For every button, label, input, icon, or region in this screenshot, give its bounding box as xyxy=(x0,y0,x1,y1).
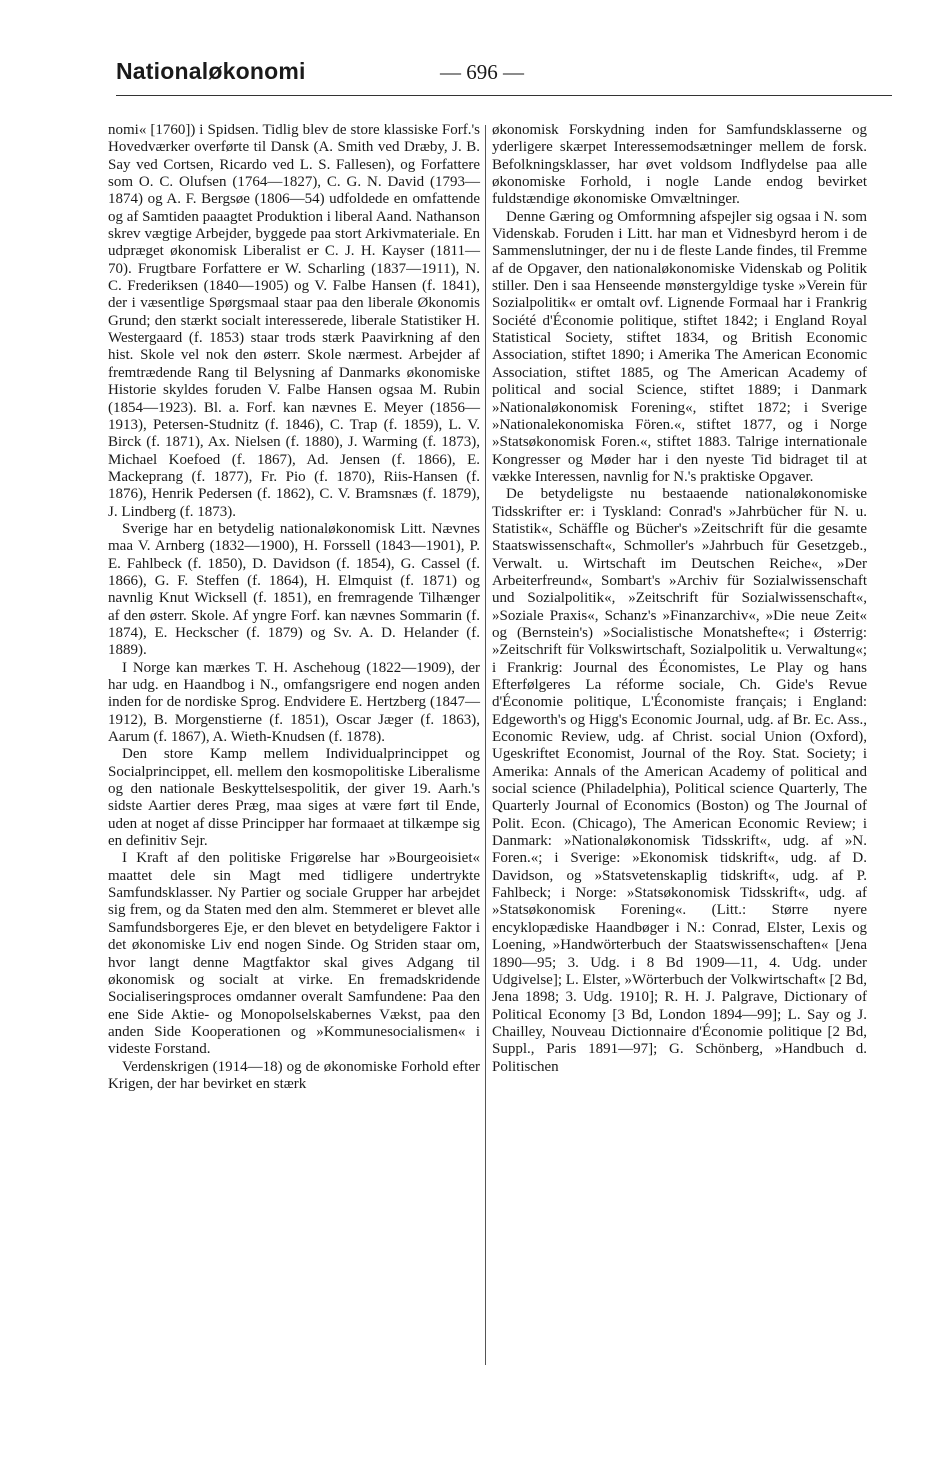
paragraph: nomi« [1760]) i Spidsen. Tidlig blev de store klassiske Forf.'s Hovedværker overførte til Dansk (A. Smith ved Dræby, J. B. Say ved Cortsen, Ricardo ved L. S. Fallesen), og Forfattere som O. C. Olufsen (1764—1827), C. G. N. David (1793—1874) og A. F. Bergsøe (1806—54) udfoldede en omfattende og af Samtiden paaagtet Produktion i liberal Aand. Nathanson skrev vægtige Arbejder, byggede paa stort Arkivmateriale. En udpræget økonomisk Liberalist er C. J. H. Kayser (1811—70). Frugtbare Forfattere er W. Scharling (1837—1911), N. C. Frederiksen (1840—1905) og V. Falbe Hansen (f. 1841), der i væsentlige Spørgsmaal staar paa den liberale Økonomis Grund; den stærkt socialt interesserede, liberale Statistiker H. Westergaard (f. 1853) staar trods stærk Paavirkning af den hist. Skole vel nok den østerr. Skole nærmest. Arbejder af fremtrædende Rang til Belysning af Danmarks økonomiske Historie skyldes foruden V. Falbe Hansen ogsaa M. Rubin (1854—1923). Bl. a. Forf. kan nævnes E. Meyer (1856—1913), Petersen-Studnitz (f. 1846), C. Trap (f. 1859), L. V. Birck (f. 1871), Ax. Nielsen (f. 1880), J. Warming (f. 1873), Michael Koefoed (f. 1867), Ad. Jensen (f. 1866), E. Mackeprang (f. 1877), Fr. Pio (f. 1870), Riis-Hansen (f. 1876), Henrik Pedersen (f. 1862), C. V. Bramsnæs (f. 1879), J. Lindberg (f. 1873). xyxy=(108,122,480,520)
paragraph: Den store Kamp mellem Individualprincippet og Socialprincippet, ell. mellem den kosmopolitiske Liberalisme og den nationale Beskyttelsespolitik, der giver 19. Aarh.'s sidste Aartier deres Præg, maa siges at være ført til Ende, uden at noget af disse Principper har formaaet at tilkæmpe sig en definitiv Sejr. xyxy=(108,746,480,850)
right-column xyxy=(492,122,867,1076)
left-column xyxy=(108,122,480,1093)
header-rule xyxy=(116,95,892,96)
paragraph: Sverige har en betydelig nationaløkonomisk Litt. Nævnes maa V. Arnberg (1832—1900), H. Forssell (1843—1901), P. E. Fahlbeck (f. 1850), D. Davidson (f. 1854), G. Cassel (f. 1866), G. F. Steffen (f. 1864), H. Elmquist (f. 1871) og navnlig Knut Wicksell (f. 1851), en fremragende Tilhænger af den østerr. Skole. Af yngre Forf. kan nævnes Sommarin (f. 1874), E. Heckscher (f. 1879) og Sv. A. D. Helander (f. 1889). xyxy=(108,520,480,659)
paragraph: Verdenskrigen (1914—18) og de økonomiske Forhold efter Krigen, der har bevirket en stærk xyxy=(108,1058,480,1092)
paragraph: I Norge kan mærkes T. H. Aschehoug (1822—1909), der har udg. en Haandbog i N., omfangsrigere end nogen anden inden for de nordiske Sprog. Endvidere E. Hertzberg (1847—1912), B. Morgenstierne (f. 1851), Oscar Jæger (f. 1863), Aarum (f. 1867), A. Wieth-Knudsen (f. 1878). xyxy=(108,659,480,746)
page-header xyxy=(0,0,928,100)
paragraph: Denne Gæring og Omformning afspejler sig ogsaa i N. som Videnskab. Foruden i Litt. har man et Vidnesbyrd herom i de Sammenslutninger, der nu i de fleste Lande findes, til Fremme af de Opgaver, den nationaløkonomiske Videnskab og Politik stiller. Den i saa Henseende mønstergyldige tyske »Verein für Sozialpolitik« er omtalt ovf. Lignende Formaal har i Frankrig Société d'Économie politique, stiftet 1842; i England Royal Statistical Society, stiftet 1834, og British Economic Association, stiftet 1890; i Amerika The American Economic Association, stiftet 1885, og The American Academy of political and social Science, stiftet 1889; i Danmark »Nationaløkonomisk Forening«, stiftet 1872; i Sverige »Nationalekonomiska Fören.«, stiftet 1877, og i Norge »Statsøkonomisk Foren.«, stiftet 1883. Talrige internationale Kongresser og Møder har i den nyeste Tid bidraget til at vække Interessen, navnlig for N.'s praktiske Opgaver. xyxy=(492,208,867,485)
column-divider xyxy=(485,125,486,1365)
paragraph: I Kraft af den politiske Frigørelse har »Bourgeoisiet« maattet dele sin Magt med tidligere undertrykte Samfundsklasser. Ny Partier og sociale Grupper har arbejdet sig frem, og da Staten med den alm. Stemmeret er blevet alle Samfundsborgeres Eje, er den blevet en betydeligere Faktor i det økonomiske Liv end nogen Sinde. Og Striden staar om, hvor langt denne Magtfaktor skal gives Adgang til økonomisk og socialt at virke. En fremadskridende Socialiseringsproces omdanner overalt Samfundene: Paa den ene Side Aktie- og Monopolselskabernes Vækst, paa den anden Side Kooperationen og »Kommunesocialismen« i videste Forstand. xyxy=(108,850,480,1058)
page-number: — 696 — xyxy=(440,60,524,84)
paragraph: økonomisk Forskydning inden for Samfundsklasserne og yderligere skærpet Interessemodsætninger mellem de forsk. Befolkningsklasser, har øvet voldsom Indflydelse paa alle økonomiske Forhold, i nogle Lande endog bevirket fuldstændige økonomiske Omvæltninger. xyxy=(492,122,867,208)
page-title: Nationaløkonomi xyxy=(116,58,306,84)
paragraph: De betydeligste nu bestaaende nationaløkonomiske Tidsskrifter er: i Tyskland: Conrad's »Jahrbücher für N. u. Statistik«, Schäffle og Bücher's »Zeitschrift für die gesamte Staatswissenschaft«, Schmoller's »Jahrbuch für Gesetzgeb., Verwalt. u. Wirtschaft im Deutschen Reiche«, »Der Arbeiterfreund«, Sombart's »Archiv für Sozialwissenschaft und Sozialpolitik«, »Zeitschrift für Sozialwissenschaft«, »Soziale Praxis«, Schanz's »Finanzarchiv«, »Die neue Zeit« og (Bernstein's) »Socialistische Monatshefte«; i Østerrig: »Zeitschrift für Volkswirtschaft, Sozialpolitik u. Verwaltung«; i Frankrig: Journal des Économistes, Le Play og hans Efterfølgeres La réforme sociale, Ch. Gide's Revue d'Économie politique, L'Économiste français; i England: Edgeworth's og Higg's Economic Journal, udg. af Br. Ec. Ass., Economic Review, udg. af Christ. social Union (Oxford), Ugeskriftet Economist, Journal of the Roy. Stat. Society; i Amerika: Annals of the American Academy of political and social science (Philadelphia), Political science Quarterly, The Quarterly Journal of Economics (Boston) og The Journal of Polit. Econ. (Chicago), The American Economic Review; i Danmark: »Nationaløkonomisk Tidsskrift«, udg. af »N. Foren.«; i Sverige: »Ekonomisk tidskrift«, udg. af D. Davidson, og »Statsvetenskaplig tidskrift«, udg. af P. Fahlbeck; i Norge: »Statsøkonomisk Tidsskrift«, udg. af »Statsøkonomisk Forening«. (Litt.: Større nyere encyklopædiske Haandbøger i N.: Conrad, Elster, Lexis og Loening, »Handwörterbuch der Staatswissenschaften« [Jena 1890—95; 3. Udg. i 8 Bd 1909—11, 4. Udg. under Udgivelse]; L. Elster, »Wörterbuch der Volkwirtschaft« [2 Bd, Jena 1898; 3. Udg. 1910]; R. H. J. Palgrave, Dictionary of Political Economy [3 Bd, London 1894—99]; L. Say og J. Chailley, Nouveau Dictionnaire d'Économie politique [2 Bd, Suppl., Paris 1891—97]; G. Schönberg, »Handbuch d. Politischen xyxy=(492,486,867,1075)
